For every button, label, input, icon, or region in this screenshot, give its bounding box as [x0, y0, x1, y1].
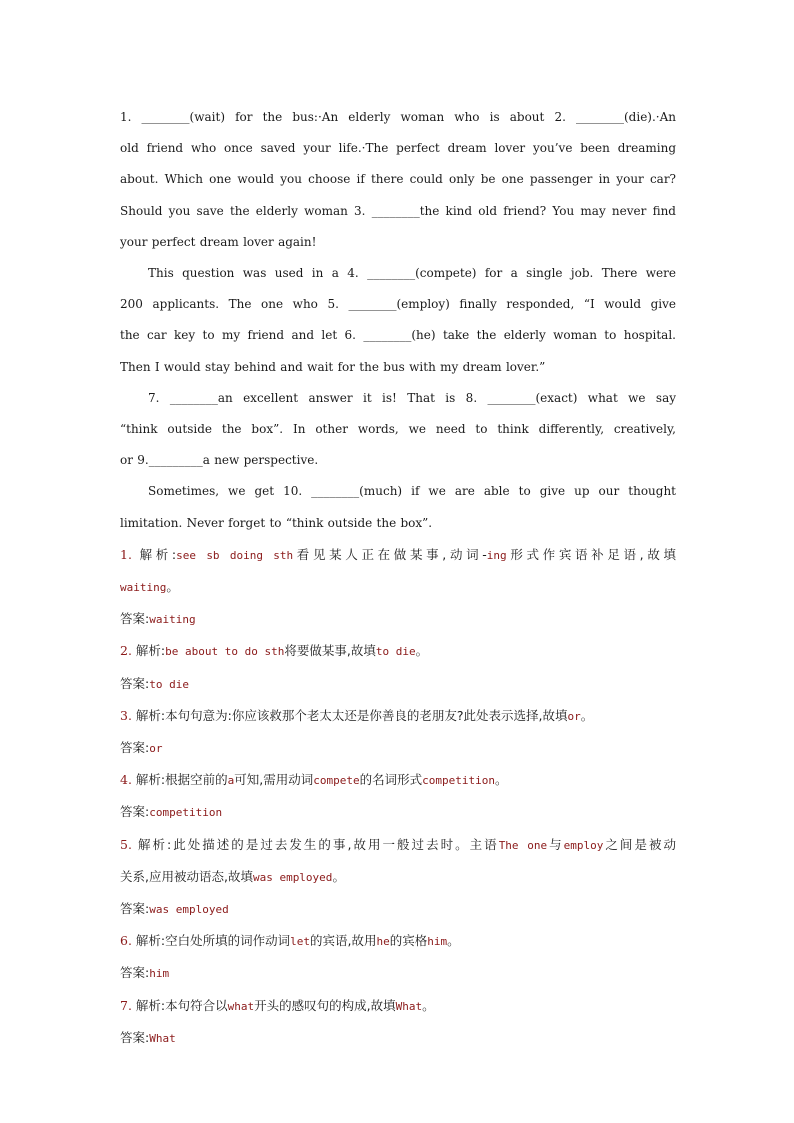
keyword-text: a [227, 774, 235, 788]
answer-line [120, 893, 676, 925]
analysis-line [120, 861, 676, 893]
keyword-text: him [427, 935, 448, 949]
answer-value: What [149, 1031, 176, 1045]
analysis-label: 解析: [135, 707, 166, 723]
answer-line [120, 668, 676, 700]
explanation-text: 。 [447, 933, 460, 949]
analysis-label: 解析: [135, 643, 166, 659]
analysis-line [120, 700, 676, 732]
explanation-text: 与 [547, 836, 564, 852]
keyword-text: he [376, 935, 390, 949]
keyword-text: employ [563, 838, 604, 852]
explanation-text: 。 [415, 643, 429, 659]
explanation-text: 本句句意为:你应该救那个老太太还是你善良的老朋友?此处表示选择,故填 [165, 707, 568, 723]
explanation-text: 。 [332, 868, 345, 884]
passage-line: Should you save the elderly woman 3. ________the kind old friend? You may never find [120, 203, 676, 218]
explanation-text: 将要做某事,故填 [284, 643, 376, 659]
answer-line [120, 732, 676, 764]
answer-line [120, 1022, 676, 1054]
keyword-text: competition [422, 774, 495, 788]
analysis-label: 解析: [139, 546, 177, 562]
passage-line: 7. ________an excellent answer it is! That is 8. ________(exact) what we say [148, 390, 676, 405]
keyword-text: compete [313, 774, 360, 788]
answer-line [120, 796, 676, 828]
passage-line: limitation. Never forget to “think outside the box”. [120, 515, 433, 530]
answer-label: 答案: [120, 675, 150, 691]
explanation-text: 根据空前的 [165, 772, 228, 788]
explanation-text: 本句符合以 [165, 997, 228, 1013]
passage-line: This question was used in a 4. ________(compete) for a single job. There were [148, 266, 676, 281]
explanation-text: 。 [495, 772, 508, 788]
keyword-text: waiting [120, 581, 167, 595]
item-number: 4. [120, 772, 132, 788]
answer-value: him [149, 967, 170, 981]
explanation-text: 之间是被动 [603, 836, 676, 852]
keyword-text: see sb doing sth [176, 548, 294, 562]
answer-line [120, 603, 676, 635]
answer-label: 答案: [120, 740, 150, 756]
answer-label: 答案: [120, 804, 150, 820]
answer-value: competition [149, 806, 223, 820]
answer-value: to die [149, 677, 189, 691]
explanation-text: 。 [422, 997, 435, 1013]
passage-line: 1. ________(wait) for the bus:·An elderly woman who is about 2. ________(die).·An [120, 110, 676, 124]
passage-line: Then I would stay behind and wait for the bus with my dream lover.” [120, 359, 546, 374]
passage-line: Sometimes, we get 10. ________(much) if we are able to give up our thought [148, 484, 676, 499]
keyword-text: to die [375, 645, 416, 659]
analysis-label: 解析: [135, 772, 166, 788]
keyword-text: was employed [252, 870, 333, 884]
explanation-text: 。 [166, 579, 179, 595]
passage-line: 200 applicants. The one who 5. ________(employ) finally responded, “I would give [120, 297, 676, 312]
item-number: 5. [120, 836, 132, 852]
item-number: 3. [120, 707, 132, 723]
explanation-text: 的宾语,故用 [310, 933, 377, 949]
answer-label: 答案: [120, 611, 150, 627]
explanation-text: 空白处所填的词作动词 [165, 933, 291, 949]
passage-line: or 9._________a new perspective. [120, 453, 319, 468]
explanation-text: 开头的感叹句的构成,故填 [254, 997, 396, 1013]
keyword-text: let [290, 935, 311, 949]
cloze-passage [120, 102, 676, 539]
analysis-line [120, 539, 676, 571]
answer-value: was employed [149, 903, 229, 917]
item-number: 2. [120, 643, 132, 659]
keyword-text: What [395, 999, 423, 1013]
explanation-text: 看见某人正在做某事,动词- [293, 546, 487, 562]
explanation-text: 形式作宾语补足语,故填 [506, 546, 676, 562]
explanation-text: 。 [580, 707, 594, 723]
analysis-line [120, 925, 676, 957]
passage-line: old friend who once saved your life.·The perfect dream lover you’ve been dreaming [120, 141, 676, 156]
analysis-line [120, 764, 676, 796]
item-number: 7. [120, 997, 132, 1013]
explanation-text: 的名词形式 [359, 772, 423, 788]
analysis-line [120, 571, 676, 603]
item-number: 1. [120, 546, 132, 562]
analysis-label: 解析: [135, 933, 166, 949]
answer-value: or [149, 742, 163, 756]
passage-line: your perfect dream lover again! [120, 234, 317, 249]
keyword-text: what [227, 999, 255, 1013]
answer-label: 答案: [120, 965, 150, 981]
passage-line: about. Which one would you choose if there could only be one passenger in your car? [120, 172, 676, 187]
keyword-text: be about to do sth [165, 645, 285, 659]
passage-line: “think outside the box”. In other words, we need to think differently, creatively, [120, 422, 676, 437]
explanation-text: 此处描述的是过去发生的事,故用一般过去时。主语 [171, 836, 499, 852]
analysis-line [120, 635, 676, 667]
explanation-text: 关系,应用被动语态,故填 [120, 868, 253, 884]
explanation-text: 的宾格 [389, 933, 428, 949]
keyword-text: The one [498, 838, 548, 852]
analysis-label: 解析: [135, 997, 166, 1013]
answer-line [120, 957, 676, 989]
passage-line: the car key to my friend and let 6. ________(he) take the elderly woman to hospital. [120, 328, 676, 343]
item-number: 6. [120, 933, 132, 949]
analysis-line [120, 829, 676, 861]
answer-value: waiting [149, 613, 196, 627]
answer-label: 答案: [120, 901, 150, 917]
keyword-text: ing [486, 548, 507, 562]
answer-key [120, 539, 676, 1054]
keyword-text: or [567, 709, 581, 723]
analysis-line [120, 990, 676, 1022]
explanation-text: 可知,需用动词 [234, 772, 314, 788]
answer-label: 答案: [120, 1029, 150, 1045]
analysis-label: 解析: [137, 836, 172, 852]
